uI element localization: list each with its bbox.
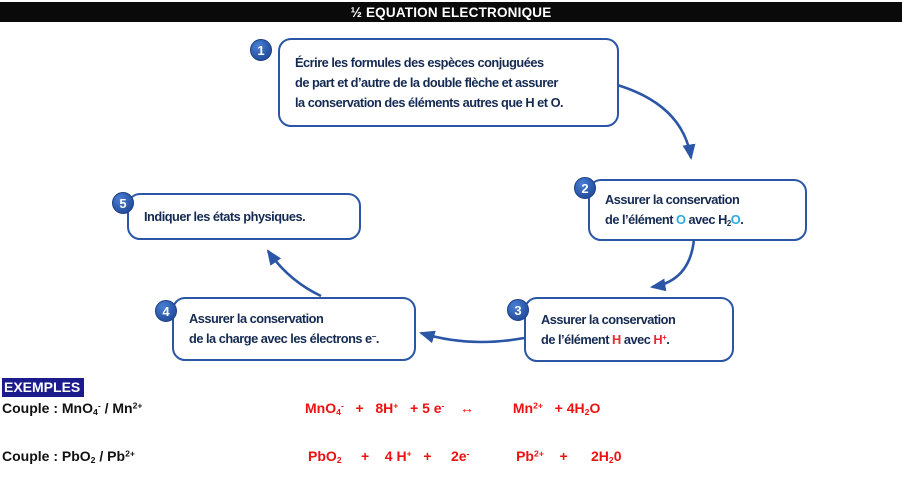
arrow-step4-to-step5 xyxy=(268,251,321,296)
step-5-number-badge: 5 xyxy=(112,192,134,214)
step-5-text: Indiquer les états physiques. xyxy=(144,208,306,224)
arrow-step3-to-step4 xyxy=(421,333,524,342)
step-4-number-badge: 4 xyxy=(155,300,177,322)
page-title: ½ EQUATION ELECTRONIQUE xyxy=(350,4,552,20)
step-3-number-badge: 3 xyxy=(507,299,529,321)
arrow-step1-to-step2 xyxy=(614,84,691,158)
step-2-number-badge: 2 xyxy=(574,177,596,199)
step-3-text: Assurer la conservation de l’élément H avec H+. xyxy=(541,311,676,347)
step-box-2 xyxy=(588,179,807,241)
couple-label-pbo2-pb: Couple : $PbO_2 / Pb^{2+}$ xyxy=(2,448,135,466)
step-1-text: Écrire les formules des espèces conjuguées de part et d’autre de la double flèche et assurer la conservation des éléments autres que H et O. xyxy=(295,54,564,110)
step-2-text: Assurer la conservation de l’élément O avec $H_2O$. xyxy=(605,192,744,228)
step-4-text: Assurer la conservation de la charge avec les électrons e−. xyxy=(189,311,379,346)
step-box-3 xyxy=(524,297,734,362)
step-box-5 xyxy=(127,193,361,240)
step-box-4 xyxy=(172,297,416,361)
half-equation-mno4: MnO$_4$- + 8H+ + 5 e- ↔ $Mn^{2+} + 4H_2O$ xyxy=(305,400,601,418)
half-equation-pbo2: PbO$_2$ + 4 H+ + 2e- $Pb^{2+}$ + $2H_20$ xyxy=(308,448,622,466)
arrow-step2-to-step3 xyxy=(652,239,694,287)
couple-label-mno4-mn: Couple : $MnO_4^- / Mn^{2+}$ xyxy=(2,400,143,418)
examples-heading: EXEMPLES xyxy=(2,378,84,397)
step-1-number-badge: 1 xyxy=(250,39,272,61)
step-box-1 xyxy=(278,38,619,127)
